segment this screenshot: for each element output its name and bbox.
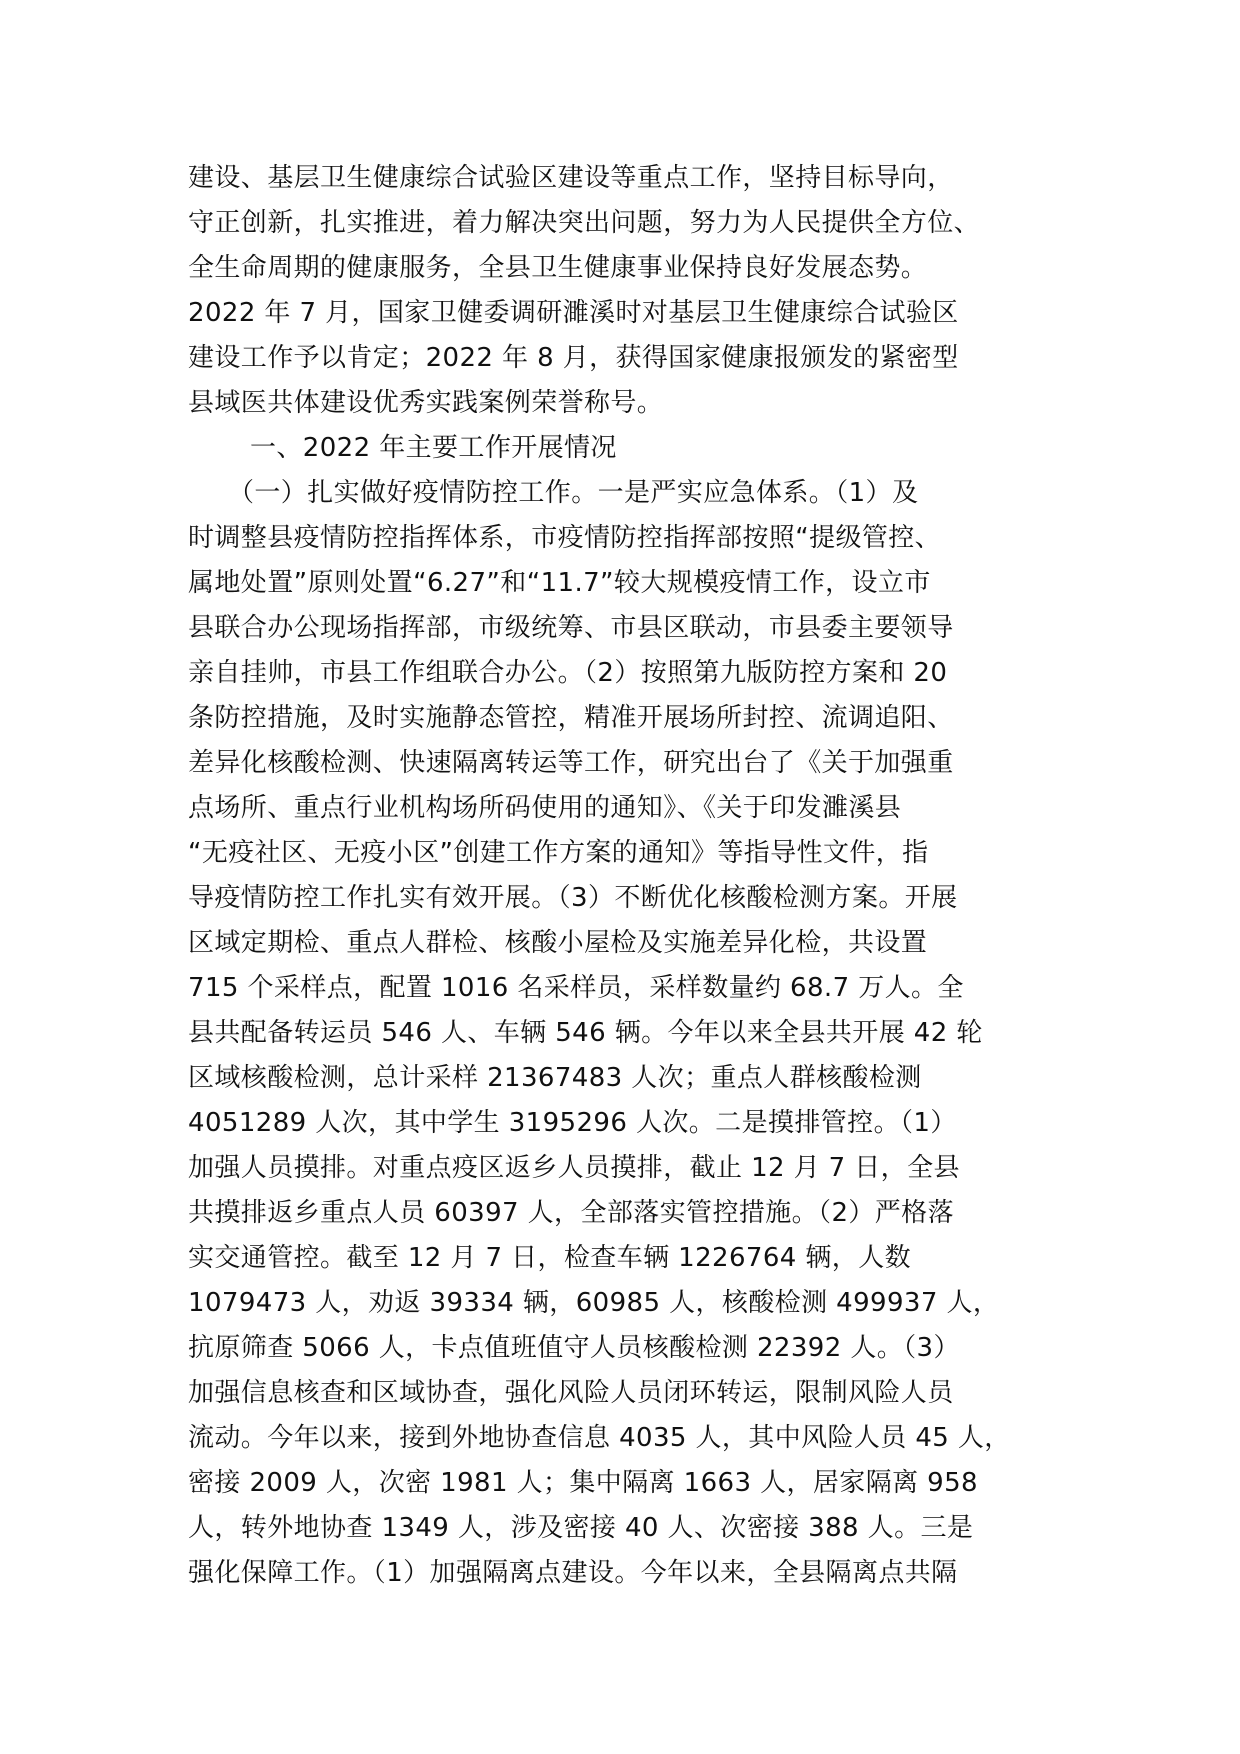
text-line: 共摸排返乡重点人员 60397 人，全部落实管控措施。（2）严格落: [188, 1198, 954, 1228]
text-line: 加强人员摸排。对重点疫区返乡人员摸排，截止 12 月 7 日，全县: [188, 1153, 960, 1183]
text-line: 人，转外地协查 1349 人，涉及密接 40 人、次密接 388 人。三是: [188, 1513, 974, 1543]
text-line: 建设、基层卫生健康综合试验区建设等重点工作，坚持目标导向，: [188, 163, 954, 193]
text-line: 2022 年 7 月，国家卫健委调研濉溪时对基层卫生健康综合试验区: [188, 298, 959, 328]
text-line: 4051289 人次，其中学生 3195296 人次。二是摸排管控。（1）: [188, 1108, 957, 1138]
text-line: 亲自挂帅，市县工作组联合办公。（2）按照第九版防控方案和 20: [188, 658, 948, 688]
paragraph-start: （一）扎实做好疫情防控工作。一是严实应急体系。（1）及: [228, 478, 919, 508]
section-heading: 一、2022 年主要工作开展情况: [250, 433, 617, 463]
text-line: 县共配备转运员 546 人、车辆 546 辆。今年以来全县共开展 42 轮: [188, 1018, 983, 1048]
text-line: 建设工作予以肯定；2022 年 8 月，获得国家健康报颁发的紧密型: [188, 343, 959, 373]
text-line: 1079473 人，劝返 39334 辆，60985 人，核酸检测 499937 人，: [188, 1288, 1000, 1318]
text-line: “无疫社区、无疫小区”创建工作方案的通知》等指导性文件，指: [188, 838, 929, 868]
text-line: 加强信息核查和区域协查，强化风险人员闭环转运，限制风险人员: [188, 1378, 954, 1408]
text-line: 差异化核酸检测、快速隔离转运等工作，研究出台了《关于加强重: [188, 748, 954, 778]
text-line: 区域核酸检测，总计采样 21367483 人次；重点人群核酸检测: [188, 1063, 922, 1093]
text-line: 流动。今年以来，接到外地协查信息 4035 人，其中风险人员 45 人，: [188, 1423, 1011, 1453]
text-line: 点场所、重点行业机构场所码使用的通知》、《关于印发濉溪县: [188, 793, 902, 823]
text-line: 区域定期检、重点人群检、核酸小屋检及实施差异化检，共设置: [188, 928, 928, 958]
text-line: 强化保障工作。（1）加强隔离点建设。今年以来，全县隔离点共隔: [188, 1558, 958, 1588]
text-line: 抗原筛查 5066 人，卡点值班值守人员核酸检测 22392 人。（3）: [188, 1333, 960, 1363]
text-line: 属地处置”原则处置“6.27”和“11.7”较大规模疫情工作，设立市: [188, 568, 931, 598]
text-line: 守正创新，扎实推进，着力解决突出问题，努力为人民提供全方位、: [188, 208, 981, 238]
text-line: 实交通管控。截至 12 月 7 日，检查车辆 1226764 辆，人数: [188, 1243, 912, 1273]
text-line: 导疫情防控工作扎实有效开展。（3）不断优化核酸检测方案。开展: [188, 883, 958, 913]
body-text: [188, 156, 1058, 1596]
text-line: 时调整县疫情防控指挥体系，市疫情防控指挥部按照“提级管控、: [188, 523, 942, 553]
text-line: 县域医共体建设优秀实践案例荣誉称号。: [188, 388, 664, 418]
text-line: 全生命周期的健康服务，全县卫生健康事业保持良好发展态势。: [188, 253, 928, 283]
text-line: 县联合办公现场指挥部，市级统筹、市县区联动，市县委主要领导: [188, 613, 954, 643]
text-line: 715 个采样点，配置 1016 名采样员，采样数量约 68.7 万人。全: [188, 973, 964, 1003]
text-line: 条防控措施，及时实施静态管控，精准开展场所封控、流调追阳、: [188, 703, 954, 733]
text-line: 密接 2009 人，次密 1981 人；集中隔离 1663 人，居家隔离 958: [188, 1468, 978, 1498]
